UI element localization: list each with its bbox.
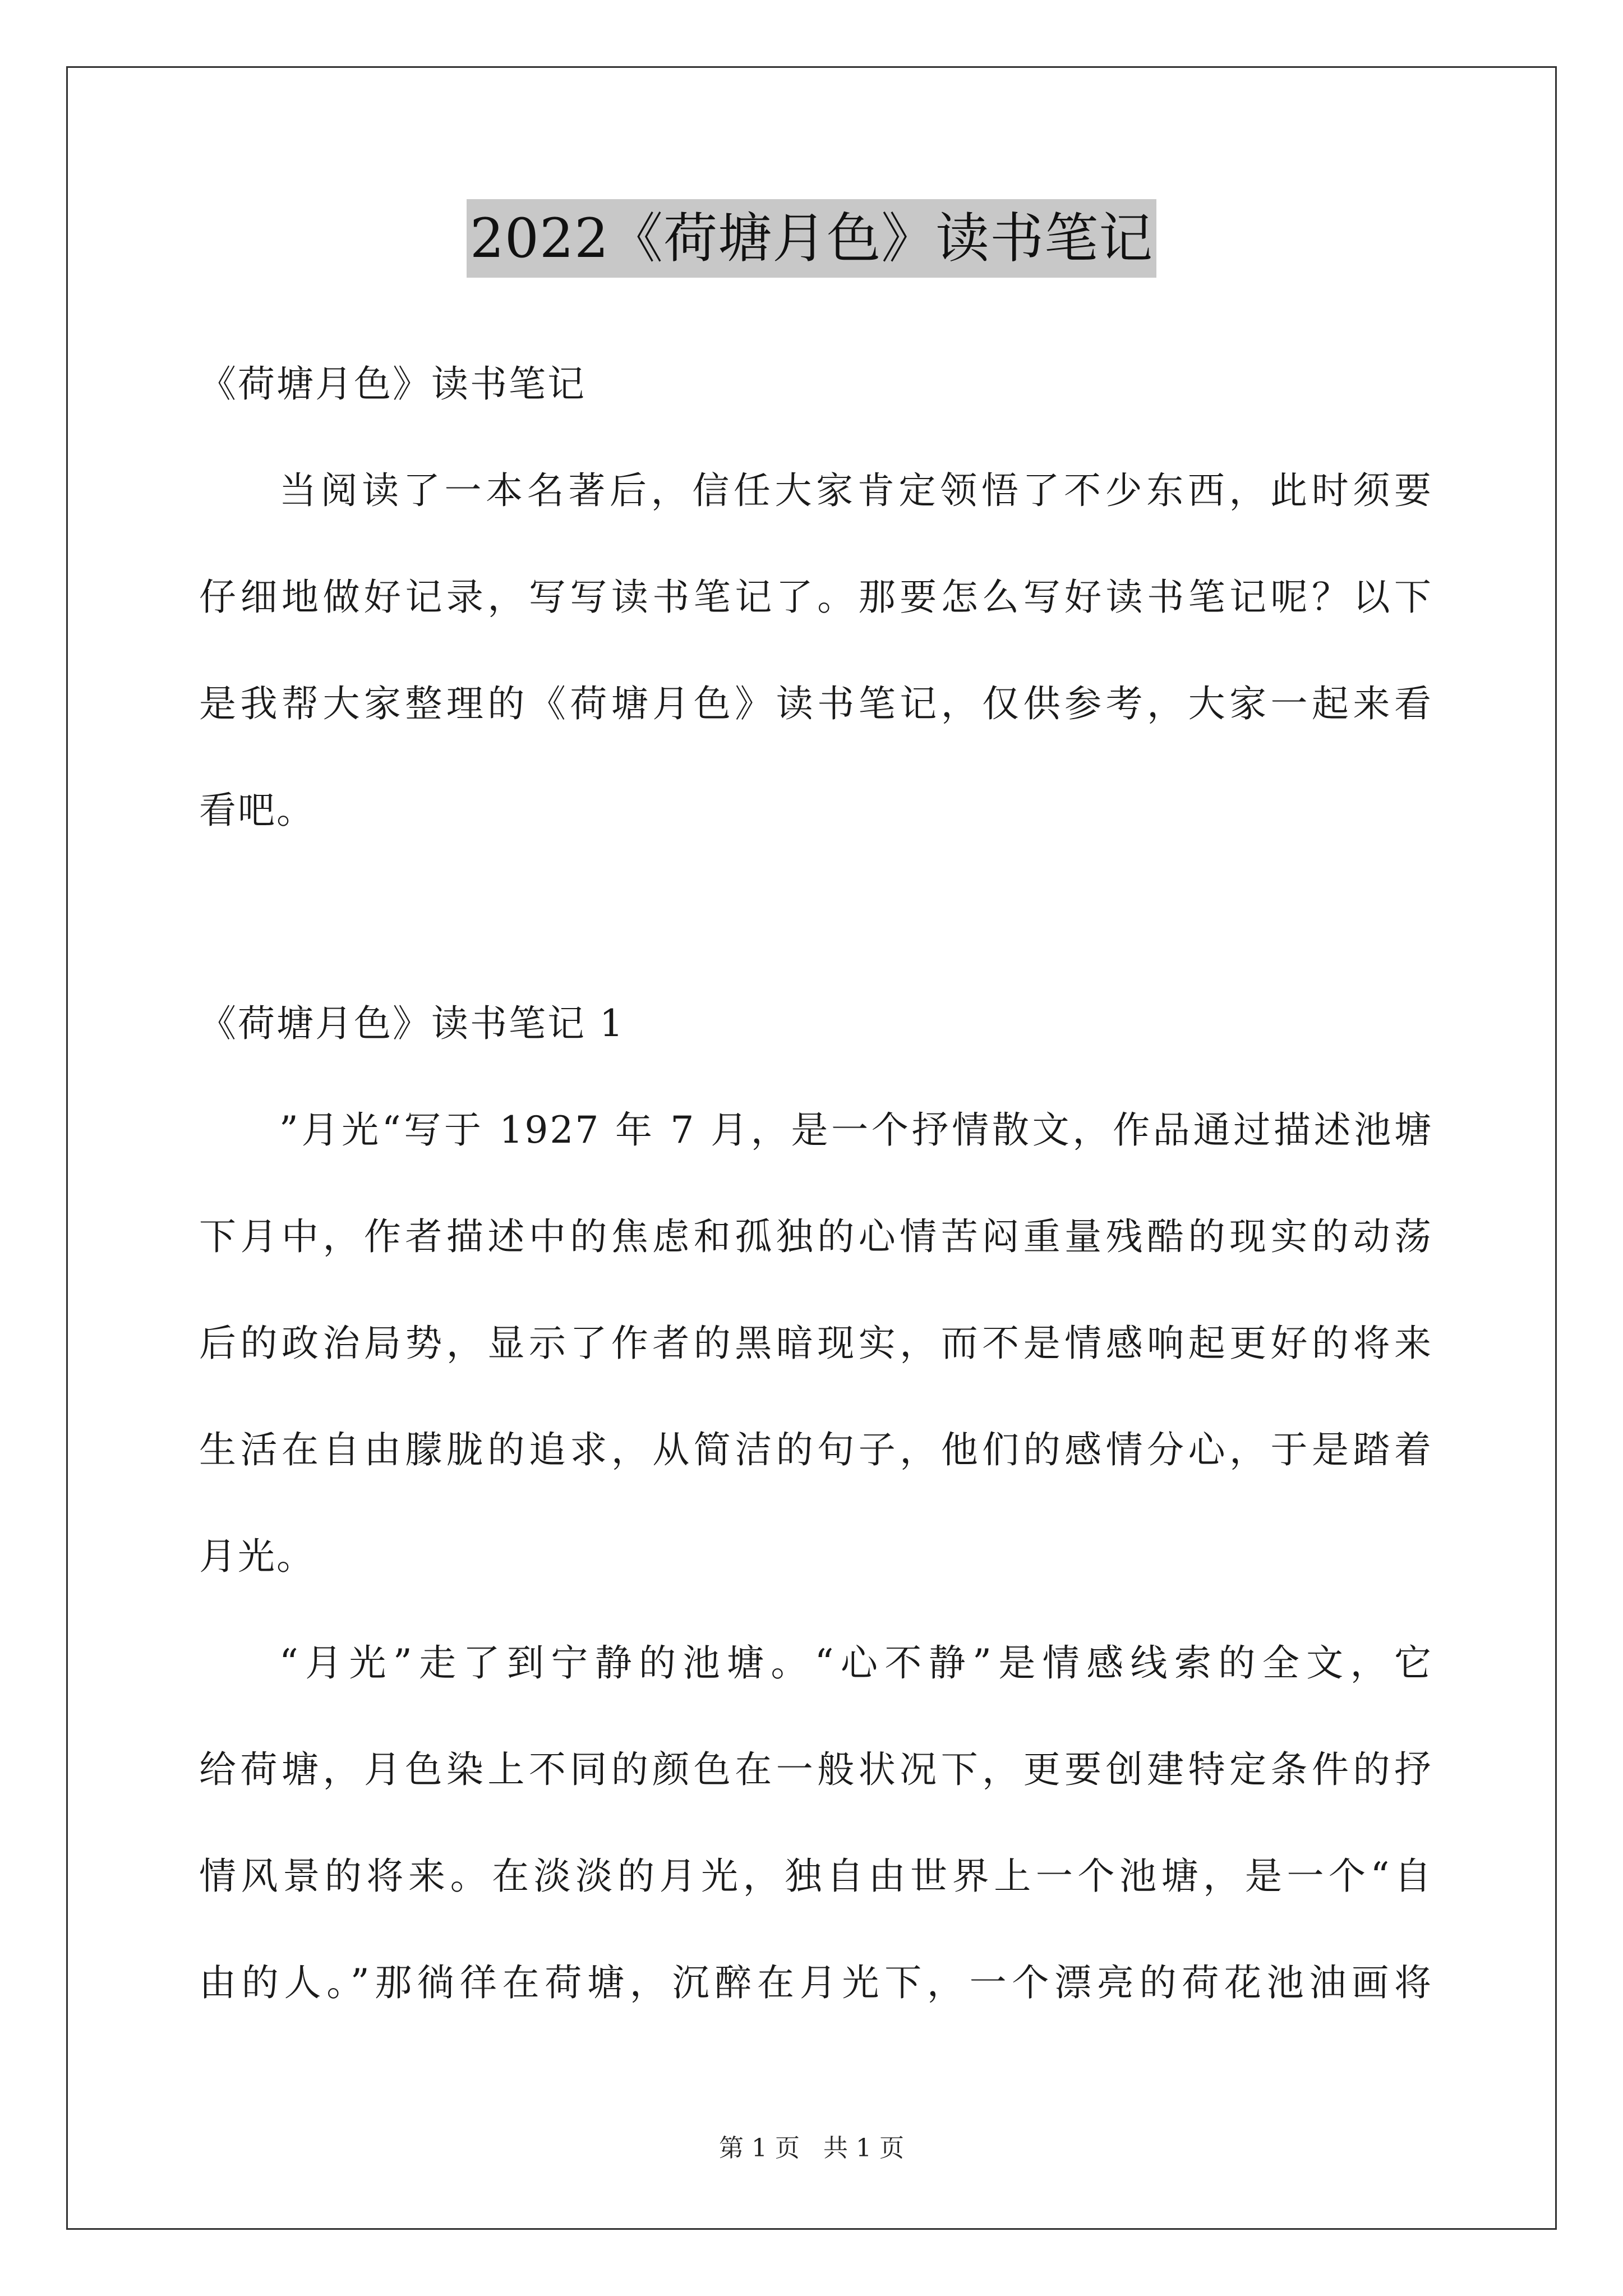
spacer [199, 864, 1433, 970]
paragraph-2 [199, 1610, 1433, 2036]
paragraph-line: 是我帮大家整理的《荷塘月色》读书笔记，仅供参考，大家一起来看 [199, 682, 1433, 725]
paragraph-line: 仔细地做好记录，写写读书笔记了。那要怎么写好读书笔记呢？以下 [199, 576, 1433, 619]
paragraph-line: 看吧。 [199, 789, 315, 832]
paragraph-line: 生活在自由朦胧的追求，从简洁的句子，他们的感情分心，于是踏着 [199, 1428, 1433, 1471]
paragraph-line: 由的人。”那徜徉在荷塘，沉醉在月光下，一个漂亮的荷花池油画将 [199, 1961, 1433, 2004]
page-title: 2022《荷塘月色》读书笔记 [467, 199, 1156, 278]
section-heading: 《荷塘月色》读书笔记 1 [199, 1002, 625, 1045]
paragraph-line: “月光”走了到宁静的池塘。“心不静”是情感线索的全文，它 [279, 1641, 1433, 1685]
page-footer: 第 1 页 共 1 页 [719, 2134, 904, 2162]
paragraph-line: 当阅读了一本名著后，信任大家肯定领悟了不少东西，此时须要 [279, 469, 1433, 512]
paragraph-line: 给荷塘，月色染上不同的颜色在一般状况下，更要创建特定条件的抒 [199, 1748, 1433, 1791]
paragraph-line: 后的政治局势，显示了作者的黑暗现实，而不是情感响起更好的将来 [199, 1322, 1433, 1365]
paragraph-1 [199, 1077, 1433, 1610]
intro-heading: 《荷塘月色》读书笔记 [199, 362, 586, 406]
paragraph-line: 下月中，作者描述中的焦虑和孤独的心情苦闷重量残酷的现实的动荡 [199, 1215, 1433, 1258]
paragraph-line: 情风景的将来。在淡淡的月光，独自由世界上一个池塘，是一个“自 [199, 1855, 1433, 1898]
document-body [199, 331, 1433, 2036]
intro-paragraph [199, 438, 1433, 864]
title-wrap [0, 199, 1623, 278]
paragraph-line: 月光。 [199, 1535, 315, 1578]
paragraph-line: ”月光“写于 1927 年 7 月，是一个抒情散文，作品通过描述池塘 [279, 1108, 1433, 1152]
